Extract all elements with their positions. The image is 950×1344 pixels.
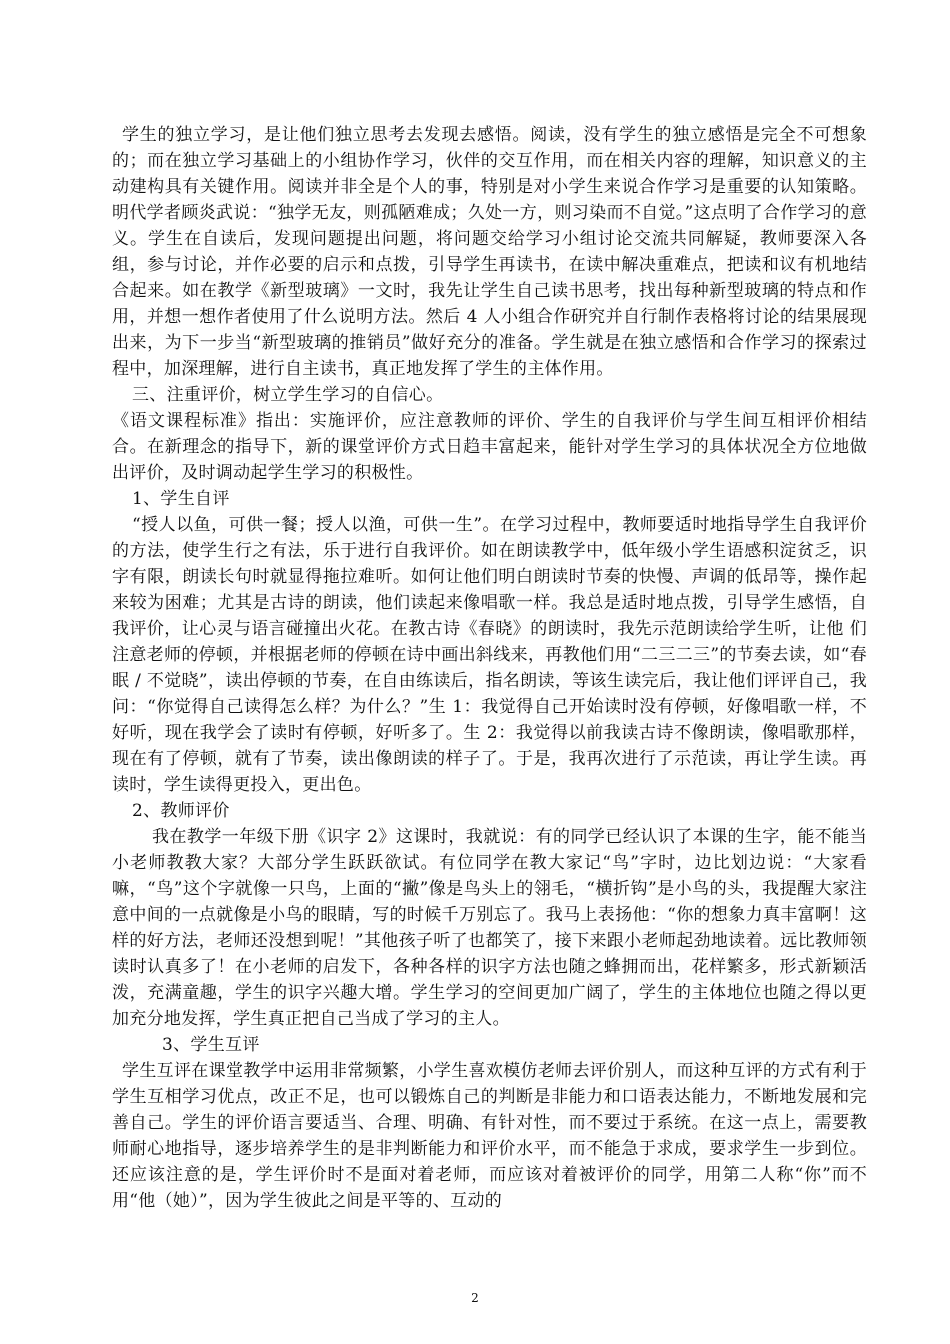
document-body [112, 122, 867, 1214]
subheading-self-evaluation: 1、学生自评 [132, 489, 230, 509]
paragraph-independent-learning: 学生的独立学习，是让他们独立思考去发现去感悟。阅读，没有学生的独立感悟是完全不可想象的；而在独立学习基础上的小组协作学习，伙伴的交互作用，而在相关内容的理解，知识意义的主动建构具有关键作用。阅读并非全是个人的事，特别是对小学生来说合作学习是重要的认知策略。明代学者顾炎武说：“独学无友，则孤陋难成；久处一方，则习染而不自觉。”这点明了合作学习的意义。学生在自读后，发现问题提出问题，将问题交给学习小组讨论交流共同解疑，教师要深入各组，参与讨论，并作必要的启示和点拨，引导学生再读书，在读中解决重难点，把读和议有机地结合起来。如在教学《新型玻璃》一文时，我先让学生自己读书思考，找出每种新型玻璃的特点和作用，并想一想作者使用了什么说明方法。然后 4 人小组合作研究并自行制作表格将讨论的结果展现出来，为下一步当“新型玻璃的推销员”做好充分的准备。学生就是在独立感悟和合作学习的探索过程中，加深理解，进行自主读书，真正地发挥了学生的主体作用。 [112, 125, 867, 379]
page-number: 2 [471, 1291, 479, 1305]
paragraph-teacher-evaluation: 我在教学一年级下册《识字 2》这课时，我就说：有的同学已经认识了本课的生字，能不能当小老师教教大家？大部分学生跃跃欲试。有位同学在教大家记“鸟”字时，边比划边说：“大家看嘛，“鸟”这个字就像一只鸟，上面的“撇”像是鸟头上的翎毛，“横折钩”是小鸟的头，我提醒大家注意中间的一点就像是小鸟的眼睛，写的时候千万别忘了。我马上表扬他：“你的想象力真丰富啊！这样的好方法，老师还没想到呢！”其他孩子听了也都笑了，接下来跟小老师起劲地读着。远比教师领读时认真多了！在小老师的启发下，各种各样的识字方法也随之蜂拥而出，花样繁多，形式新颖活泼，充满童趣，学生的识字兴趣大增。学生学习的空间更加广阔了，学生的主体地位也随之得以更加充分地发挥，学生真正把自己当成了学习的主人。 [112, 827, 867, 1029]
section-heading-evaluation: 三、注重评价，树立学生学习的自信心。 [132, 385, 444, 405]
paragraph-peer-evaluation: 学生互评在课堂教学中运用非常频繁，小学生喜欢模仿老师去评价别人，而这种互评的方式有利于学生互相学习优点，改正不足，也可以锻炼自己的判断是非能力和口语表达能力，不断地发展和完善自己。学生的评价语言要适当、合理、明确、有针对性，而不要过于系统。在这一点上，需要教师耐心地指导，逐步培养学生的是非判断能力和评价水平，而不能急于求成，要求学生一步到位。还应该注意的是，学生评价时不是面对着老师，而应该对着被评价的同学，用第二人称“你”而不用“他（她）”，因为学生彼此之间是平等的、互动的 [112, 1061, 867, 1211]
subheading-peer-evaluation: 3、学生互评 [162, 1035, 260, 1055]
subheading-teacher-evaluation: 2、教师评价 [132, 801, 230, 821]
paragraph-curriculum-standard: 《语文课程标准》指出：实施评价，应注意教师的评价、学生的自我评价与学生间互相评价相结合。在新理念的指导下，新的课堂评价方式日趋丰富起来，能针对学生学习的具体状况全方位地做出评价，及时调动起学生学习的积极性。 [112, 411, 867, 483]
paragraph-self-evaluation: “授人以鱼，可供一餐；授人以渔，可供一生”。在学习过程中，教师要适时地指导学生自我评价的方法，使学生行之有法，乐于进行自我评价。如在朗读教学中，低年级小学生语感积淀贫乏，识字有限，朗读长句时就显得拖拉难听。如何让他们明白朗读时节奏的快慢、声调的低昂等，操作起来较为困难；尤其是古诗的朗读，他们读起来像唱歌一样。我总是适时地点拨，引导学生感悟，自我评价，让心灵与语言碰撞出火花。在教古诗《春晓》的朗读时，我先示范朗读给学生听，让他 们注意老师的停顿，并根据老师的停顿在诗中画出斜线来，再教他们用“二三二三”的节奏去读，如“春眠 / 不觉晓”，读出停顿的节奏，在自由练读后，指名朗读，等该生读完后，我让他们评评自己，我问：“你觉得自己读得怎么样？为什么？”生 1：我觉得自己开始读时没有停顿，好像唱歌一样，不好听，现在我学会了读时有停顿，好听多了。生 2：我觉得以前我读古诗不像朗读，像唱歌那样，现在有了停顿，就有了节奏，读出像朗读的样子了。于是，我再次进行了示范读，再让学生读。再读时，学生读得更投入，更出色。 [112, 515, 867, 795]
